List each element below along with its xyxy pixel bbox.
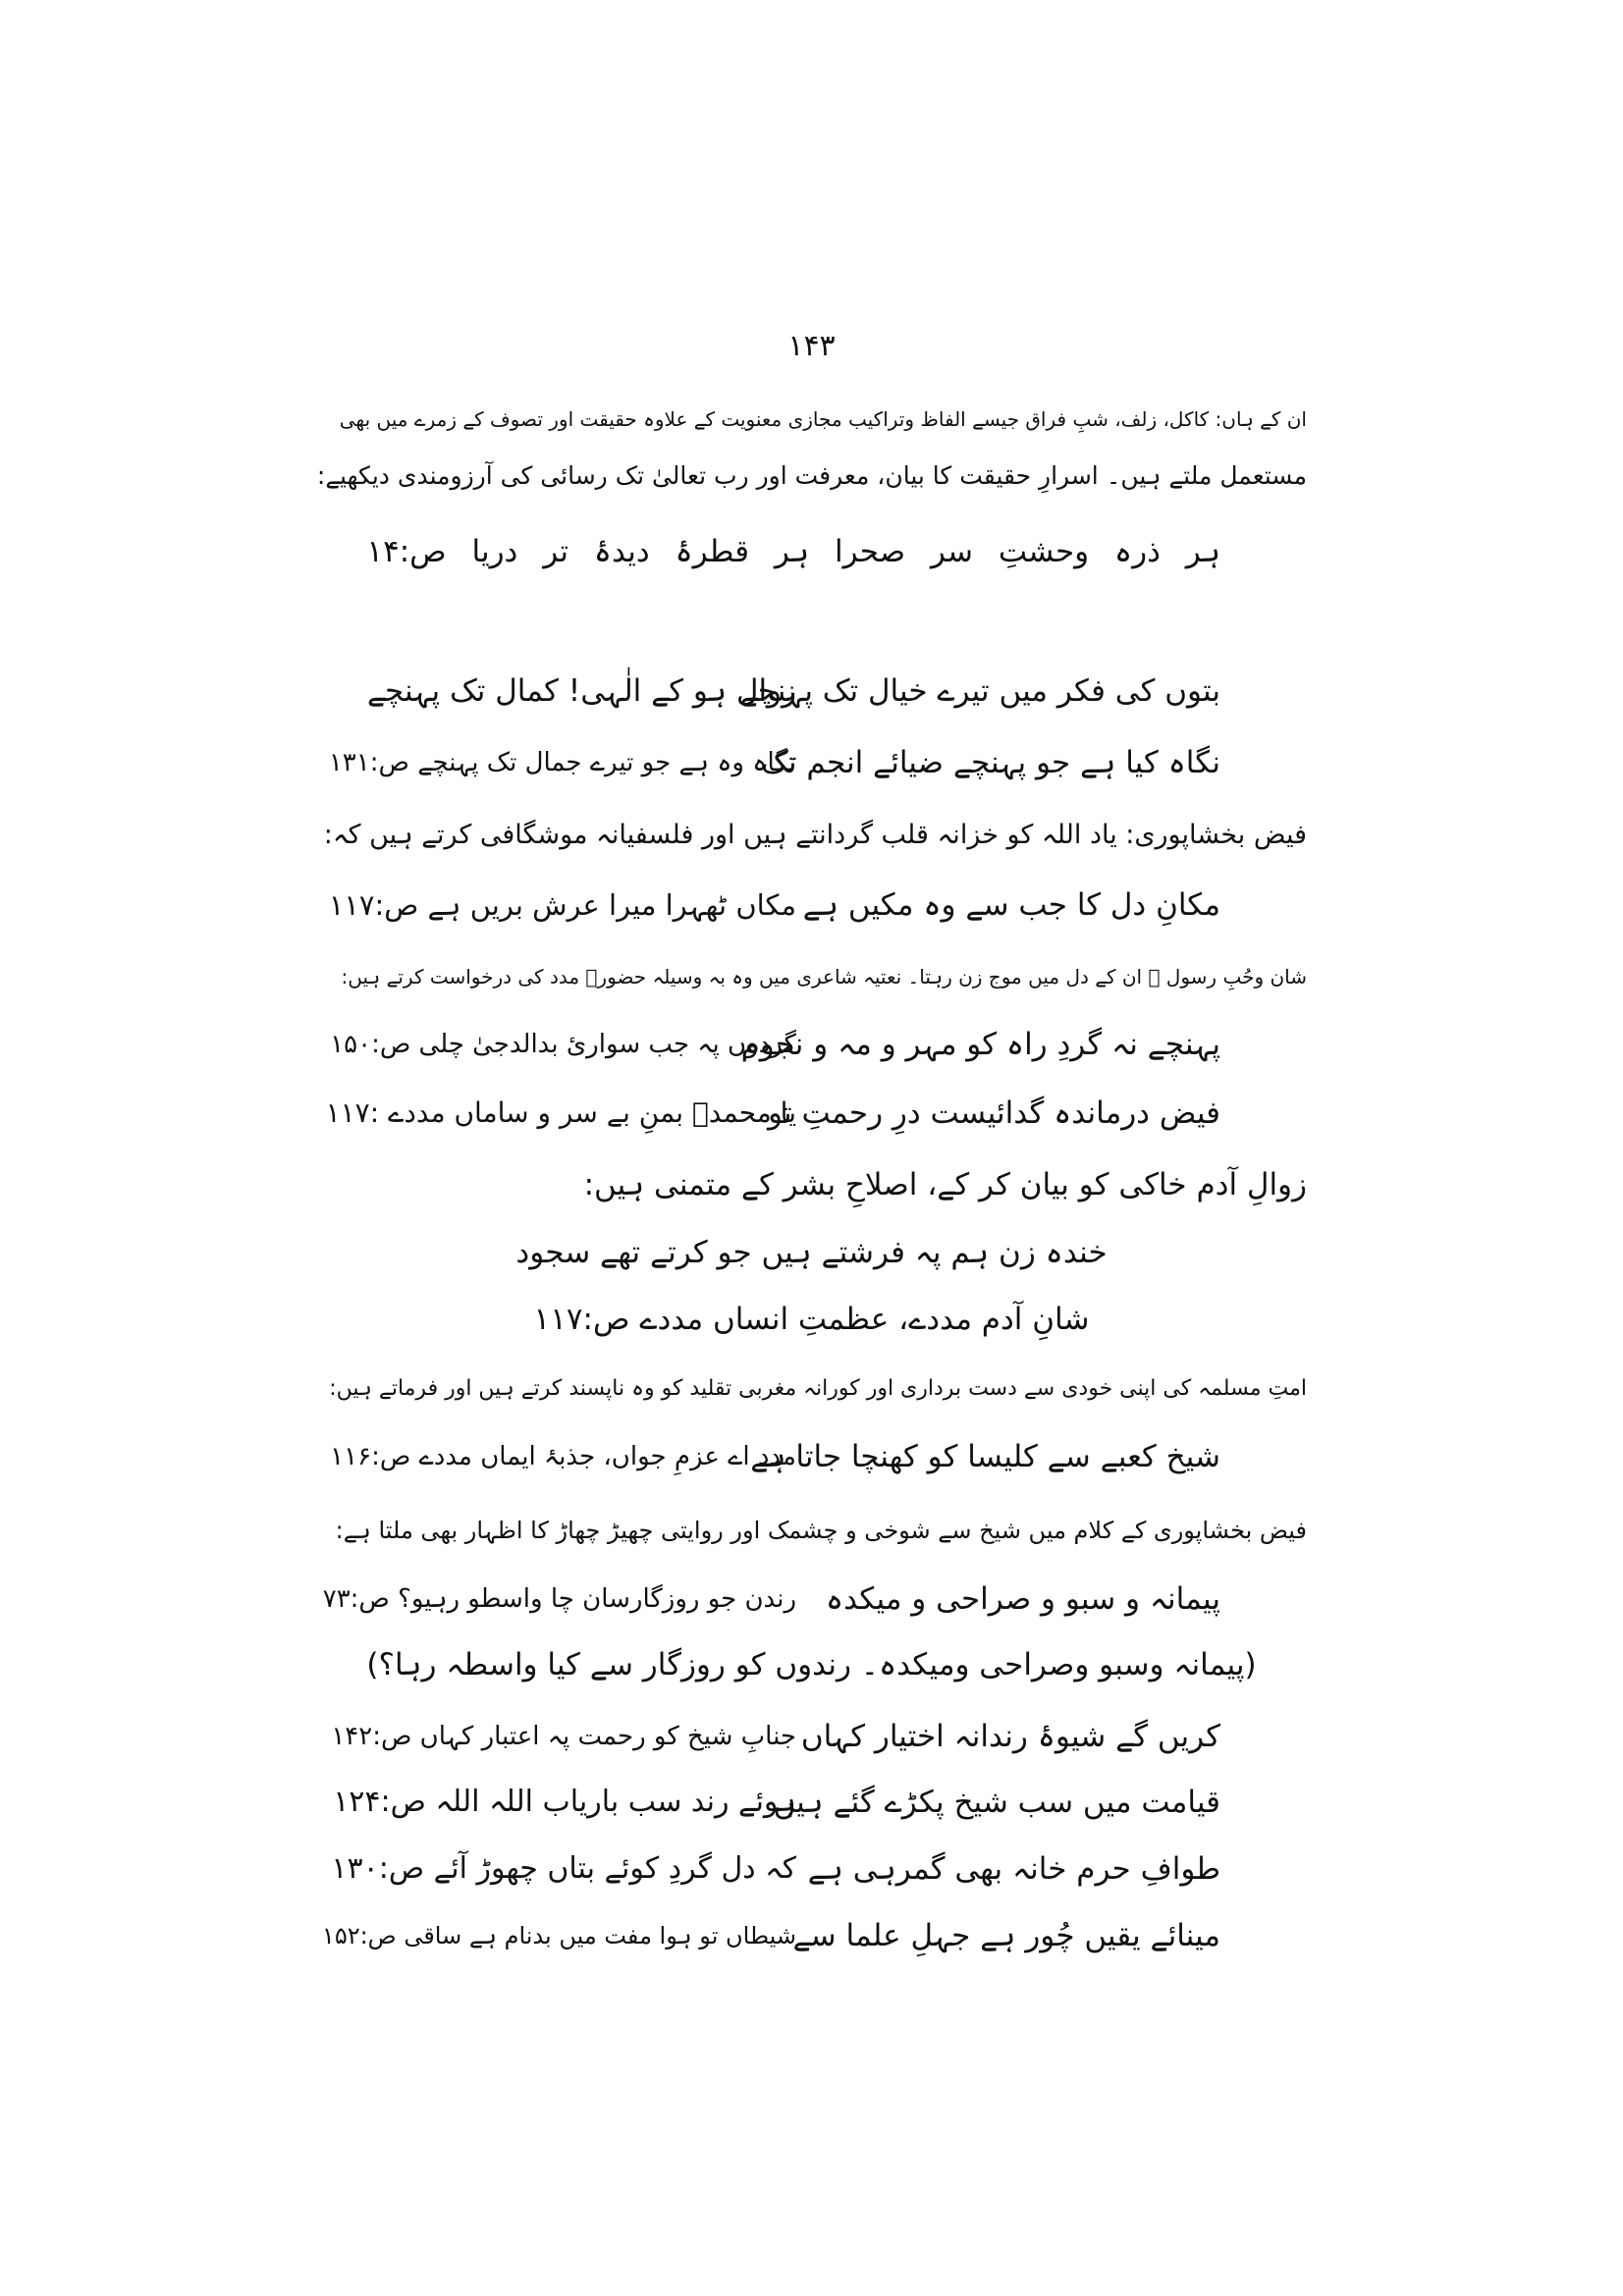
text-line: شان وحُبِ رسول ﷺ ان کے دل میں موج زن رہتا۔ نعتیہ شاعری میں وہ بہ وسیلہ حضورؐ مدد کی درخواست کرتے ہیں: <box>341 965 1307 988</box>
verse-8 <box>316 1575 1307 1623</box>
misra-first: طوافِ حرم خانہ بھی گمرہی ہے <box>807 1851 1220 1887</box>
misra-first: مکانِ دل کا جب سے وہ مکیں ہے <box>802 887 1220 923</box>
misra-second: یا محمدؐ بمنِ بے سر و ساماں مددے :۱۱۷ <box>325 1096 796 1129</box>
verse-10 <box>316 1779 1307 1826</box>
page-number: ۱۴۳ <box>787 329 836 363</box>
verse-line: ہر ذرہ وحشتِ سر صحرا ہر قطرۂ دیدۂ تر دریا ص:۱۴ <box>366 534 1220 569</box>
text-line: زوالِ آدم خاکی کو بیان کر کے، اصلاحِ بشر کے متمنی ہیں: <box>583 1167 1307 1202</box>
misra-second: مکاں ٹھہرا میرا عرش بریں ہے ص:۱۱۷ <box>328 888 796 922</box>
verse-3 <box>316 739 1307 786</box>
misra-second: زوال ہو کے الٰہی! کمال تک پہنچے <box>366 673 796 709</box>
text-line: ان کے ہاں: کاکل، زلف، شبِ فراق جیسے الفاظ وتراکیب مجازی معنویت کے علاوہ حقیقت اور تصوف کے زمرے میں بھی <box>339 407 1307 431</box>
verse-9 <box>316 1713 1307 1760</box>
verse-4 <box>316 881 1307 929</box>
verse-5 <box>316 1021 1307 1068</box>
paragraph-sheikh <box>316 1502 1307 1559</box>
text-line: فیض بخشاپوری کے کلام میں شیخ سے شوخی و چشمک اور روایتی چھیڑ چھاڑ کا اظہار بھی ملتا ہے: <box>335 1517 1307 1544</box>
translation-note: (پیمانہ وسبو وصراحی ومیکدہ۔ رندوں کو روزگار سے کیا واسطہ رہا؟) <box>366 1647 1257 1682</box>
verse-center-1: خندہ زن ہم پہ فرشتے ہیں جو کرتے تھے سجود <box>515 1235 1108 1270</box>
text-line: امتِ مسلمہ کی اپنی خودی سے دست برداری اور کورانہ مغربی تقلید کو وہ ناپسند کرتے ہیں اور فرماتے ہیں: <box>329 1376 1307 1401</box>
misra-first: نگاہ کیا ہے جو پہنچے ضیائے انجم تک <box>761 745 1220 780</box>
verse-6 <box>316 1090 1307 1137</box>
misra-second: جنابِ شیخ کو رحمت پہ اعتبار کہاں ص:۱۴۲ <box>331 1722 796 1751</box>
misra-first: پیمانہ و سبو و صراحی و میکدہ <box>825 1581 1220 1617</box>
misra-second: ہوئے رند سب باریاب اللہ اللہ ص:۱۲۴ <box>333 1785 796 1819</box>
verse-1 <box>316 528 1307 575</box>
misra-first: شیخ کعبے سے کلیسا کو کھنچا جاتا ہے <box>750 1439 1220 1474</box>
paragraph-faiz <box>316 807 1307 864</box>
misra-first: بتوں کی فکر میں تیرے خیال تک پہنچے <box>739 673 1220 709</box>
verse-center-2: شانِ آدم مددے، عظمتِ انساں مددے ص:۱۱۷ <box>533 1302 1090 1337</box>
verse-12 <box>316 1912 1307 1959</box>
misra-second: گردوں پہ جب سواریٔ بدالدجیٰ چلی ص:۱۵۰ <box>330 1030 796 1059</box>
misra-first: قیامت میں سب شیخ پکڑے گئے ہیں <box>773 1785 1220 1820</box>
verse-11 <box>316 1845 1307 1893</box>
misra-second: کہ دل گردِ کوئے بتاں چھوڑ آئے ص:۱۳۰ <box>331 1851 796 1886</box>
misra-first: فیض درماندہ گدائیست درِ رحمتِ تو <box>768 1095 1220 1131</box>
misra-second: رندن جو روزگارسان چا واسطو رہیو؟ ص:۷۳ <box>322 1584 796 1614</box>
misra-second: نگاہ وہ ہے جو تیرے جمال تک پہنچے ص:۱۳۱ <box>328 748 796 777</box>
misra-second: مدد اے عزمِ جواں، جذبۂ ایماں مددے ص:۱۱۶ <box>330 1442 796 1471</box>
text-line: مستعمل ملتے ہیں۔ اسرارِ حقیقت کا بیان، معرفت اور رب تعالیٰ تک رسائی کی آرزومندی دیکھیے: <box>316 461 1307 490</box>
misra-second: شیطاں تو ہوا مفت میں بدنام ہے ساقی ص:۱۵۲ <box>321 1922 796 1949</box>
paragraph-adam <box>316 1156 1307 1213</box>
misra-first: مینائے یقیں چُور ہے جہلِ علما سے <box>792 1918 1220 1953</box>
paragraph-intro <box>316 391 1307 505</box>
verse-2 <box>316 667 1307 715</box>
paragraph-naat <box>316 948 1307 1005</box>
paragraph-ummat <box>316 1361 1307 1417</box>
misra-first: پہنچے نہ گردِ راہ کو مہر و مہ و نجوم <box>740 1027 1220 1062</box>
verse-7 <box>316 1433 1307 1480</box>
misra-first: کریں گے شیوۂ رندانہ اختیار کہاں <box>800 1719 1220 1754</box>
text-line: فیض بخشاپوری: یاد اللہ کو خزانہ قلب گردانتے ہیں اور فلسفیانہ موشگافی کرتے ہیں کہ: <box>323 820 1307 850</box>
